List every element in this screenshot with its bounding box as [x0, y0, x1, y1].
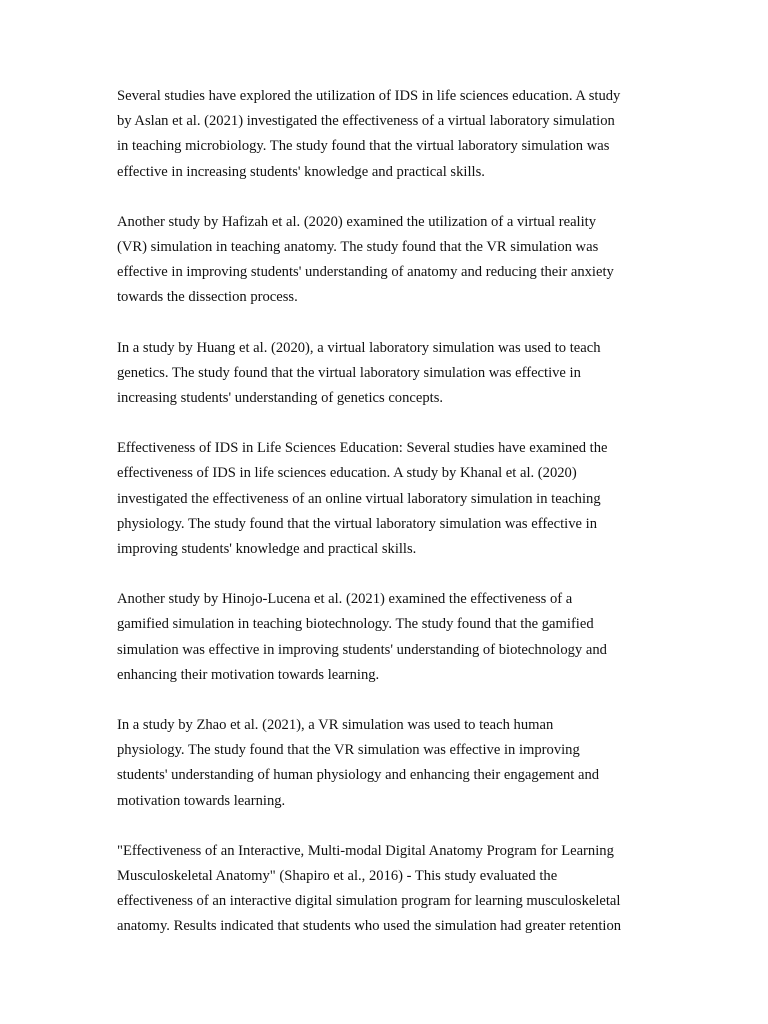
text-line: in teaching microbiology. The study found that the virtual laboratory simulation was [117, 138, 610, 155]
text-line: Effectiveness of IDS in Life Sciences Education: Several studies have examined the [117, 440, 608, 457]
text-line: gamified simulation in teaching biotechnology. The study found that the gamified [117, 616, 594, 633]
text-line: physiology. The study found that the VR simulation was effective in improving [117, 742, 580, 759]
text-line: increasing students' understanding of genetics concepts. [117, 390, 444, 407]
text-line: anatomy. Results indicated that students who used the simulation had greater retention [117, 918, 622, 935]
text-line: In a study by Zhao et al. (2021), a VR simulation was used to teach human [117, 717, 554, 734]
text-line: simulation was effective in improving students' understanding of biotechnology and [117, 641, 607, 658]
paragraph-shapiro-study [117, 839, 662, 940]
text-line: In a study by Huang et al. (2020), a virtual laboratory simulation was used to teach [117, 339, 601, 356]
paragraph-huang-study [117, 336, 662, 412]
text-line: effectiveness of IDS in life sciences education. A study by Khanal et al. (2020) [117, 465, 577, 482]
text-line: effective in improving students' understanding of anatomy and reducing their anxiety [117, 264, 614, 281]
text-line: improving students' knowledge and practical skills. [117, 541, 417, 558]
text-line: Musculoskeletal Anatomy" (Shapiro et al., 2016) - This study evaluated the [117, 868, 558, 885]
text-line: effectiveness of an interactive digital simulation program for learning musculoskeletal [117, 893, 621, 910]
text-line: students' understanding of human physiology and enhancing their engagement and [117, 767, 600, 784]
text-line: effective in increasing students' knowledge and practical skills. [117, 163, 485, 180]
paragraph-hinojo-lucena-study [117, 587, 662, 688]
paragraph-ids-overview [117, 84, 662, 185]
paragraph-zhao-study [117, 713, 662, 814]
text-line: enhancing their motivation towards learning. [117, 666, 380, 683]
text-line: by Aslan et al. (2021) investigated the effectiveness of a virtual laboratory simulation [117, 113, 615, 130]
text-line: investigated the effectiveness of an online virtual laboratory simulation in teaching [117, 490, 601, 507]
paragraph-effectiveness-khanal [117, 436, 662, 562]
text-line: Another study by Hafizah et al. (2020) examined the utilization of a virtual reality [117, 213, 597, 230]
document-body [117, 84, 662, 965]
text-line: motivation towards learning. [117, 792, 286, 809]
text-line: "Effectiveness of an Interactive, Multi-modal Digital Anatomy Program for Learning [117, 842, 614, 859]
text-line: Another study by Hinojo-Lucena et al. (2021) examined the effectiveness of a [117, 591, 573, 608]
text-line: (VR) simulation in teaching anatomy. The study found that the VR simulation was [117, 239, 599, 256]
text-line: genetics. The study found that the virtual laboratory simulation was effective in [117, 364, 581, 381]
text-line: physiology. The study found that the virtual laboratory simulation was effective in [117, 515, 598, 532]
paragraph-hafizah-study [117, 210, 662, 311]
text-line: towards the dissection process. [117, 289, 298, 306]
text-line: Several studies have explored the utilization of IDS in life sciences education. A study [117, 88, 621, 104]
